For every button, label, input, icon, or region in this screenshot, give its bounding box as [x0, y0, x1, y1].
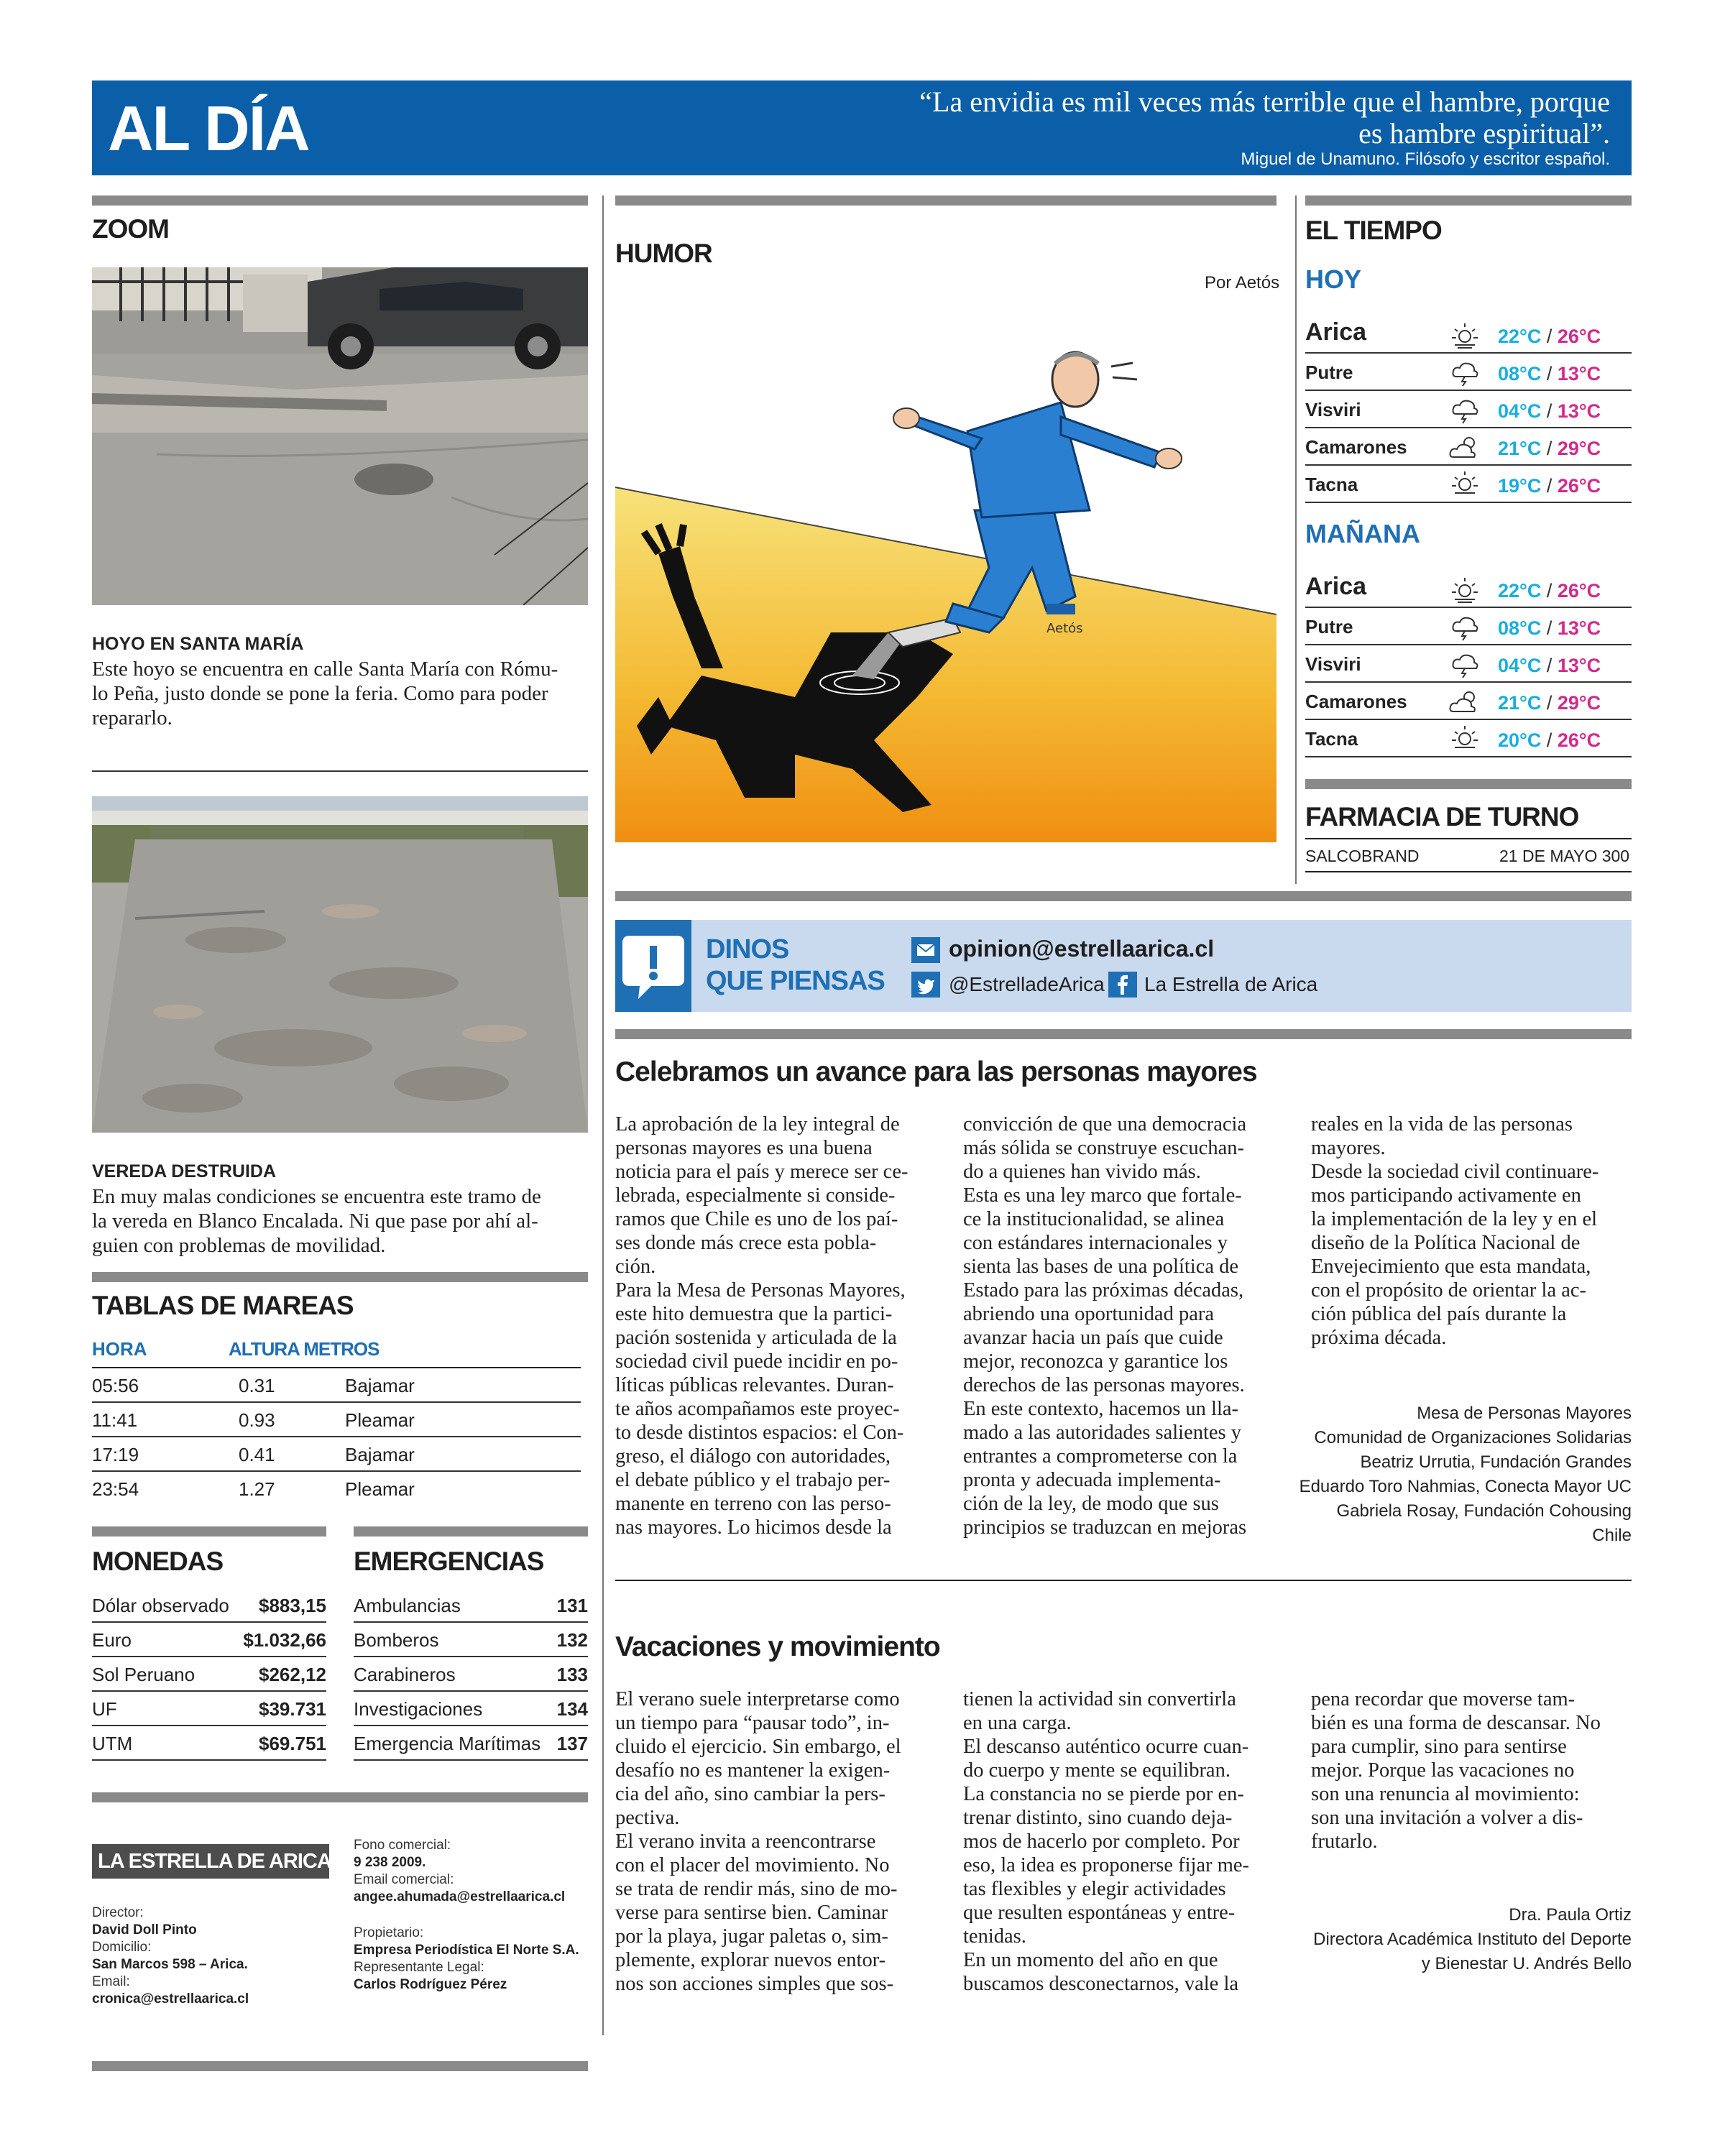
banner-line2: QUE PIENSAS: [706, 966, 885, 996]
article1-title: Celebramos un avance para las personas mayores: [615, 1056, 1257, 1087]
tides-title: TABLAS DE MAREAS: [92, 1291, 354, 1320]
article1-col3: reales en la vida de las personas mayores. Desde la sociedad civil continuare- mos participando activamente en la implementación de la ley y en el diseño de la Política Nacional de Envejecimiento que esta mandata, con el propósito de orientar la ac- ción pública del país durante la próxima década.: [1311, 1113, 1599, 1349]
tide-height: 0.31: [239, 1375, 275, 1396]
director-label: Director:: [92, 1905, 144, 1920]
partly-cloudy-icon: [1449, 687, 1481, 716]
currency-value: $69.751: [259, 1733, 326, 1754]
weather-title: EL TIEMPO: [1305, 216, 1442, 245]
banner-icon-box: [615, 920, 691, 1012]
banner-line1: DINOS: [706, 934, 789, 964]
weather-temps: 19°C / 26°C: [1498, 475, 1601, 497]
tide-row: [92, 1472, 581, 1505]
tide-height: 0.41: [239, 1444, 275, 1465]
currency-name: Dólar observado: [92, 1595, 229, 1616]
legal-value: Carlos Rodríguez Pérez: [354, 1977, 507, 1992]
emergency-name: Investigaciones: [354, 1698, 483, 1720]
pharmacy-rule-bottom: [1305, 871, 1632, 872]
owner-value: Empresa Periodística El Norte S.A.: [354, 1943, 579, 1958]
facebook-icon: [1108, 972, 1137, 998]
quote-author: Miguel de Unamuno. Filósofo y escritor español.: [1241, 149, 1610, 169]
quote-line-2: es hambre espiritual”.: [1358, 117, 1610, 149]
pharmacy-address: 21 DE MAYO 300: [1499, 847, 1630, 865]
speech-bubble-icon: [615, 920, 691, 1012]
zoom-divider: [92, 770, 588, 772]
tide-row: [92, 1437, 581, 1472]
tide-row: [92, 1368, 581, 1403]
zoom-caption-1-heading: HOYO EN SANTA MARÍA: [92, 634, 304, 654]
zoom-caption-1-text: Este hoyo se encuentra en calle Santa María con Rómu- lo Peña, justo donde se pone la feria. Como para poder repararlo.: [92, 658, 558, 729]
imprint-bottom-bar: [92, 2061, 588, 2071]
weather-temps: 08°C / 13°C: [1498, 363, 1601, 384]
sun-haze-icon: [1449, 321, 1481, 349]
weather-row-tomorrow: [1305, 562, 1632, 608]
zoom-caption-2-heading: VEREDA DESTRUIDA: [92, 1161, 277, 1181]
column-divider-left: [602, 195, 604, 2035]
currency-row: [92, 1623, 326, 1657]
banner-twitter[interactable]: @EstrelladeArica: [949, 973, 1105, 995]
contact-banner: [615, 920, 1632, 1012]
tide-time: 11:41: [92, 1409, 138, 1431]
currency-row: [92, 1657, 326, 1692]
pharmacy-rule: [1305, 838, 1632, 839]
humor-title: HUMOR: [615, 239, 712, 268]
emergency-number: 132: [556, 1629, 588, 1651]
tide-row: [92, 1403, 581, 1437]
humor-credit: Por Aetós: [1205, 273, 1280, 292]
article2-signature: Dra. Paula Ortiz Directora Académica Instituto del Deporte y Bienestar U. Andrés Bello: [1313, 1905, 1632, 1973]
emergency-number: 133: [556, 1664, 588, 1685]
currency-value: $262,12: [259, 1664, 326, 1685]
banner-email[interactable]: opinion@estrellaarica.cl: [949, 936, 1215, 962]
tide-time: 05:56: [92, 1375, 139, 1396]
weather-row-today: [1305, 354, 1632, 391]
sun-haze-icon: [1449, 575, 1481, 604]
tides-top-bar: [92, 1272, 588, 1282]
article-divider: [615, 1580, 1632, 1581]
weather-city: Visviri: [1305, 399, 1361, 420]
tides-header-altura: ALTURA METROS: [229, 1338, 380, 1360]
header-banner: [92, 80, 1632, 175]
legal-label: Representante Legal:: [354, 1960, 484, 1975]
weather-city: Arica: [1305, 318, 1367, 346]
currency-name: Euro: [92, 1629, 132, 1651]
weather-temps: 04°C / 13°C: [1498, 400, 1601, 422]
email-icon: [911, 937, 940, 963]
weather-temps: 04°C / 13°C: [1498, 655, 1601, 676]
banner-top-bar: [615, 891, 1632, 901]
tide-time: 23:54: [92, 1478, 139, 1500]
pharmacy-top-bar: [1305, 779, 1632, 789]
zoom-photo-sidewalk: [92, 796, 588, 1133]
storm-cloud-icon: [1449, 395, 1481, 424]
emergency-row: [354, 1726, 588, 1761]
weather-tomorrow-label: MAÑANA: [1305, 519, 1420, 548]
emergency-number: 131: [556, 1595, 588, 1616]
address-value: San Marcos 598 – Arica.: [92, 1957, 248, 1972]
tide-type: Pleamar: [345, 1409, 415, 1431]
zoom-title: ZOOM: [92, 214, 169, 244]
emergency-name: Ambulancias: [354, 1595, 461, 1616]
weather-row-today: [1305, 428, 1632, 466]
article1-top-bar: [615, 1029, 1632, 1039]
column-divider-right: [1295, 195, 1297, 884]
weather-temps: 22°C / 26°C: [1498, 326, 1601, 347]
pharmacy-name: SALCOBRAND: [1305, 847, 1420, 865]
emergency-row: [354, 1657, 588, 1692]
currency-name: UTM: [92, 1733, 133, 1754]
storm-cloud-icon: [1449, 650, 1481, 678]
article2-col1: El verano suele interpretarse como un tiempo para “pausar todo”, in- cluido el ejercicio. Sin embargo, el desafío no es mantener la exigen- cia del año, sino cambiar la pers- pectiva. El verano invita a reencontrarse con el placer del movimiento. No se trata de rendir más, sino de mo- verse para sentirse bien. Caminar por la playa, jugar paletas o, sim- plemente, explorar nuevos entor- nos son acciones simples que sos-: [615, 1688, 901, 1995]
article2-title: Vacaciones y movimiento: [615, 1631, 940, 1662]
tide-type: Pleamar: [345, 1478, 415, 1500]
zoom-top-bar: [92, 195, 588, 206]
emergency-number: 134: [556, 1698, 588, 1720]
tide-height: 0.93: [239, 1409, 275, 1431]
tide-type: Bajamar: [345, 1375, 415, 1396]
currency-value: $883,15: [259, 1595, 326, 1616]
currency-name: UF: [92, 1698, 117, 1720]
weather-row-tomorrow: [1305, 608, 1632, 645]
emergencies-title: EMERGENCIAS: [354, 1547, 544, 1576]
weather-city: Tacna: [1305, 728, 1358, 750]
emergency-name: Carabineros: [354, 1664, 456, 1685]
imprint-left: [92, 1904, 329, 2008]
phone-label: Fono comercial:: [354, 1838, 451, 1853]
weather-city: Visviri: [1305, 653, 1361, 675]
email-label: Email:: [92, 1974, 130, 1989]
article1-signature: Mesa de Personas Mayores Comunidad de Organizaciones Solidarias Beatriz Urrutia, Fundación Grandes Eduardo Toro Nahmias, Conecta Mayor UC Gabriela Rosay, Fundación Cohousing Chile: [1299, 1404, 1632, 1545]
imprint-top-bar: [92, 1792, 588, 1802]
newspaper-logo: LA ESTRELLA DE ARICA: [92, 1844, 329, 1879]
sun-haze-icon: [1449, 724, 1481, 753]
weather-row-tomorrow: [1305, 720, 1632, 757]
article1-col2: convicción de que una democracia más sólida se construye escuchan- do a quienes han vivido más. Esta es una ley marco que fortale- ce la institucionalidad, se alinea con estándares internacionales y sienta las bases de una política de Estado para las próximas décadas, abriendo una oportunidad para avanzar hacia un país que cuide mejor, reconozca y garantice los derechos de las personas mayores. En este contexto, hacemos un lla- mado a las autoridades salientes y entrantes a comprometerse con la pronta y adecuada implementa- ción de la ley, de modo que sus principios se traduzcan en mejoras: [963, 1113, 1247, 1539]
emergency-row: [354, 1623, 588, 1657]
humor-top-bar: [615, 195, 1276, 206]
commercial-email-value: angee.ahumada@estrellaarica.cl: [354, 1889, 566, 1904]
weather-city: Camarones: [1305, 691, 1407, 712]
weather-row-today: [1305, 391, 1632, 428]
phone-value: 9 238 2009.: [354, 1855, 426, 1870]
weather-temps: 21°C / 29°C: [1498, 692, 1601, 714]
imprint-right: [354, 1837, 598, 1994]
twitter-icon: [911, 972, 940, 998]
weather-city: Camarones: [1305, 436, 1407, 458]
currency-value: $39.731: [259, 1698, 326, 1720]
weather-temps: 21°C / 29°C: [1498, 438, 1601, 459]
banner-facebook[interactable]: La Estrella de Arica: [1144, 973, 1318, 995]
emergency-row: [354, 1588, 588, 1623]
currencies-top-bar: [92, 1526, 326, 1537]
weather-city: Arica: [1305, 573, 1367, 600]
weather-today-label: HOY: [1305, 264, 1362, 294]
weather-city: Putre: [1305, 616, 1353, 637]
article2-col3: pena recordar que moverse tam- bién es una forma de descansar. No para cumplir, sino para sentirse mejor. Porque las vacaciones no son una renuncia al movimiento: son una invitación a volver a dis- frutarlo.: [1311, 1688, 1601, 1853]
partly-cloudy-icon: [1449, 433, 1481, 461]
weather-row-today: [1305, 466, 1632, 503]
weather-temps: 08°C / 13°C: [1498, 617, 1601, 639]
currency-row: [92, 1588, 326, 1623]
currency-value: $1.032,66: [243, 1629, 326, 1651]
weather-city: Tacna: [1305, 474, 1358, 495]
address-label: Domicilio:: [92, 1940, 152, 1955]
email-value: cronica@estrellaarica.cl: [92, 1991, 249, 2007]
emergency-name: Emergencia Marítimas: [354, 1733, 541, 1754]
article2-col2: tienen la actividad sin convertirla en una carga. El descanso auténtico ocurre cuan- do cuerpo y mente se equilibran. La constancia no se pierde por en- trenar distinto, sino cuando deja- mos de hacerlo por completo. Por eso, la idea es proponerse fijar me- tas flexibles y elegir actividades que resulten espontáneas y entre- tenidas. En un momento del año en que buscamos desconectarnos, vale la: [963, 1688, 1250, 1995]
currency-row: [92, 1692, 326, 1726]
emergency-number: 137: [556, 1733, 588, 1754]
article1-col1: La aprobación de la ley integral de personas mayores es una buena noticia para el país y merece ser ce- lebrada, especialmente si conside- ramos que Chile es uno de los paí- ses donde más crece esta pobla- ción. Para la Mesa de Personas Mayores, este hito demuestra que la partici- pación sostenida y articulada de la sociedad civil puede incidir en po- líticas públicas relevantes. Duran- te años acompañamos este proyec- to desde distintos espacios: el Con- greso, el diálogo con autoridades, el debate público y el trabajo per- manente en terreno con las perso- nas mayores. Lo hicimos desde la: [615, 1113, 908, 1539]
humor-cartoon: [615, 295, 1276, 842]
emergency-name: Bomberos: [354, 1629, 439, 1651]
quote-line-1: “La envidia es mil veces más terrible que el hambre, porque: [919, 86, 1610, 118]
weather-row-tomorrow: [1305, 683, 1632, 720]
weather-city: Putre: [1305, 361, 1353, 383]
emergencies-top-bar: [354, 1526, 588, 1537]
owner-label: Propietario:: [354, 1925, 424, 1940]
tide-type: Bajamar: [345, 1444, 415, 1465]
currency-row: [92, 1726, 326, 1761]
tide-time: 17:19: [92, 1444, 139, 1465]
storm-cloud-icon: [1449, 612, 1481, 641]
weather-temps: 20°C / 26°C: [1498, 729, 1601, 751]
emergency-row: [354, 1692, 588, 1726]
currency-name: Sol Peruano: [92, 1664, 196, 1685]
weather-temps: 22°C / 26°C: [1498, 580, 1601, 602]
section-title: AL DÍA: [108, 93, 309, 164]
pharmacy-title: FARMACIA DE TURNO: [1305, 802, 1579, 831]
director-name: David Doll Pinto: [92, 1922, 197, 1938]
tide-height: 1.27: [239, 1478, 275, 1500]
storm-cloud-icon: [1449, 358, 1481, 387]
tides-header-hora: HORA: [92, 1338, 147, 1360]
commercial-email-label: Email comercial:: [354, 1872, 454, 1887]
svg-text:Aetós: Aetós: [1046, 621, 1083, 636]
zoom-caption-2-text: En muy malas condiciones se encuentra este tramo de la vereda en Blanco Encalada. Ni que pase por ahí al- guien con problemas de movilidad.: [92, 1185, 541, 1257]
zoom-photo-pothole: [92, 267, 588, 605]
weather-row-today: [1305, 308, 1632, 354]
weather-row-tomorrow: [1305, 645, 1632, 683]
sun-haze-icon: [1449, 470, 1481, 499]
currencies-title: MONEDAS: [92, 1547, 224, 1576]
weather-top-bar: [1305, 195, 1632, 206]
